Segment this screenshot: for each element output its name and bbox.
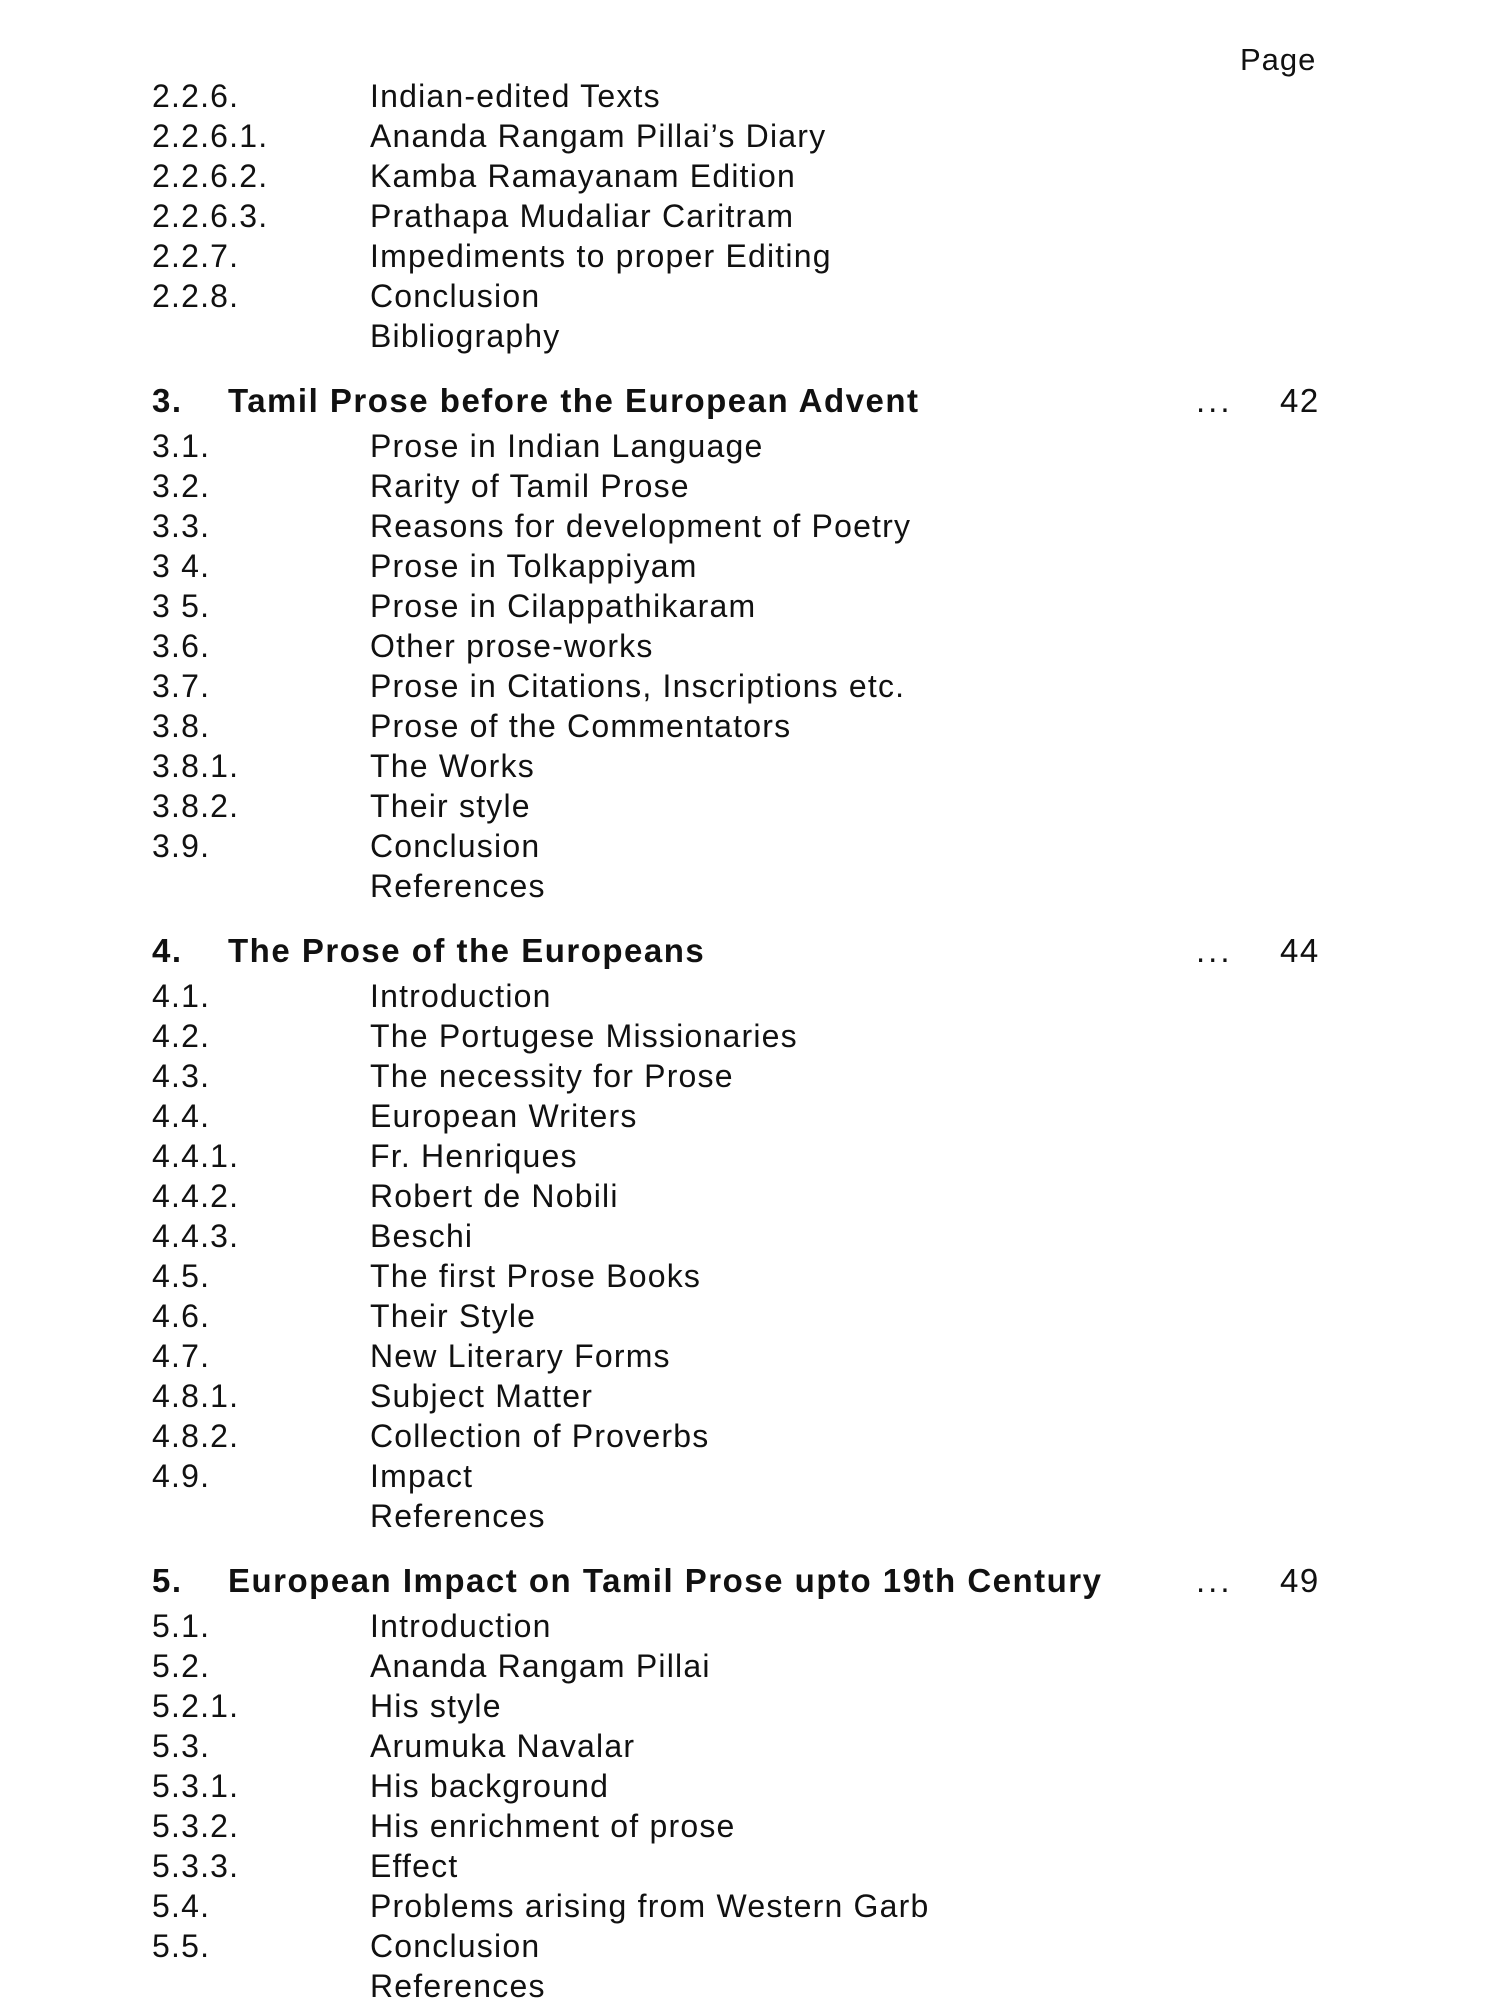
entry-title: The necessity for Prose xyxy=(370,1058,734,1094)
entry-number: 3.8. xyxy=(152,708,211,744)
entry-number: 3 4. xyxy=(152,548,211,584)
toc-entry xyxy=(0,828,1500,868)
entry-number: 2.2.6.2. xyxy=(152,158,269,194)
entry-number: 4.2. xyxy=(152,1018,211,1054)
toc-entry xyxy=(0,588,1500,628)
entry-number: 3.1. xyxy=(152,428,211,464)
leader-dots: ... xyxy=(1196,932,1233,969)
entry-number: 2.2.6. xyxy=(152,78,240,114)
entry-title: References xyxy=(370,1498,546,1534)
toc-entry xyxy=(0,278,1500,318)
entry-number: 4.4. xyxy=(152,1098,211,1134)
chapter-number: 5. xyxy=(152,1562,183,1599)
toc-entry xyxy=(0,1418,1500,1458)
entry-title: Effect xyxy=(370,1848,459,1884)
toc-entry xyxy=(0,708,1500,748)
entry-number: 5.3.1. xyxy=(152,1768,240,1804)
toc-entry xyxy=(0,158,1500,198)
entry-title: Other prose-works xyxy=(370,628,654,664)
entry-title: Prathapa Mudaliar Caritram xyxy=(370,198,795,234)
entry-title: Ananda Rangam Pillai’s Diary xyxy=(370,118,827,154)
toc-entry xyxy=(0,868,1500,908)
entry-title: Indian-edited Texts xyxy=(370,78,661,114)
toc-entry xyxy=(0,1968,1500,2008)
entry-title: Prose of the Commentators xyxy=(370,708,792,744)
entry-title: Their Style xyxy=(370,1298,537,1334)
entry-title: His background xyxy=(370,1768,610,1804)
entry-title: References xyxy=(370,1968,546,2004)
entry-number: 5.4. xyxy=(152,1888,211,1924)
entry-title: European Writers xyxy=(370,1098,638,1134)
entry-title: New Literary Forms xyxy=(370,1338,671,1374)
entry-title: His enrichment of prose xyxy=(370,1808,736,1844)
entry-number: 4.1. xyxy=(152,978,211,1014)
toc-entry xyxy=(0,788,1500,828)
chapter-heading xyxy=(0,382,1500,428)
entry-title: The Works xyxy=(370,748,535,784)
entry-number: 3.7. xyxy=(152,668,211,704)
table-of-contents xyxy=(0,78,1500,2008)
toc-entry xyxy=(0,1018,1500,1058)
entry-number: 4.3. xyxy=(152,1058,211,1094)
chapter-page-number: 49 xyxy=(1280,1562,1320,1599)
entry-number: 3.6. xyxy=(152,628,211,664)
entry-title: Rarity of Tamil Prose xyxy=(370,468,690,504)
toc-entry xyxy=(0,1338,1500,1378)
toc-entry xyxy=(0,508,1500,548)
toc-entry xyxy=(0,1098,1500,1138)
toc-entry xyxy=(0,628,1500,668)
entry-number: 5.3.2. xyxy=(152,1808,240,1844)
entry-title: The Portugese Missionaries xyxy=(370,1018,798,1054)
toc-entry xyxy=(0,78,1500,118)
entry-number: 5.2. xyxy=(152,1648,211,1684)
entry-number: 3 5. xyxy=(152,588,211,624)
entry-number: 2.2.6.1. xyxy=(152,118,269,154)
toc-entry xyxy=(0,1298,1500,1338)
entry-number: 5.1. xyxy=(152,1608,211,1644)
entry-title: Subject Matter xyxy=(370,1378,594,1414)
entry-number: 4.5. xyxy=(152,1258,211,1294)
toc-entry xyxy=(0,748,1500,788)
chapter-heading xyxy=(0,1562,1500,1608)
entry-number: 2.2.8. xyxy=(152,278,240,314)
toc-entry xyxy=(0,1608,1500,1648)
entry-title: Prose in Cilappathikaram xyxy=(370,588,757,624)
chapter-page-number: 42 xyxy=(1280,382,1320,419)
toc-entry xyxy=(0,118,1500,158)
entry-title: Problems arising from Western Garb xyxy=(370,1888,930,1924)
toc-entry xyxy=(0,668,1500,708)
entry-title: Bibliography xyxy=(370,318,561,354)
toc-entry xyxy=(0,1688,1500,1728)
entry-title: Introduction xyxy=(370,1608,552,1644)
leader-dots: ... xyxy=(1196,382,1233,419)
entry-number: 3.9. xyxy=(152,828,211,864)
toc-entry xyxy=(0,198,1500,238)
entry-title: The first Prose Books xyxy=(370,1258,702,1294)
leader-dots: ... xyxy=(1196,1562,1233,1599)
entry-number: 2.2.7. xyxy=(152,238,240,274)
toc-entry xyxy=(0,1138,1500,1178)
toc-entry xyxy=(0,1218,1500,1258)
toc-entry xyxy=(0,1058,1500,1098)
toc-entry xyxy=(0,1378,1500,1418)
toc-entry xyxy=(0,1848,1500,1888)
entry-number: 5.2.1. xyxy=(152,1688,240,1724)
entry-number: 4.8.1. xyxy=(152,1378,240,1414)
entry-title: Collection of Proverbs xyxy=(370,1418,710,1454)
entry-title: Kamba Ramayanam Edition xyxy=(370,158,797,194)
entry-number: 3.8.1. xyxy=(152,748,240,784)
entry-title: Introduction xyxy=(370,978,552,1014)
chapter-title: European Impact on Tamil Prose upto 19th Century xyxy=(228,1562,1103,1599)
entry-title: Their style xyxy=(370,788,531,824)
entry-number: 3.8.2. xyxy=(152,788,240,824)
entry-number: 4.9. xyxy=(152,1458,211,1494)
entry-title: Reasons for development of Poetry xyxy=(370,508,912,544)
entry-title: Prose in Indian Language xyxy=(370,428,764,464)
toc-entry xyxy=(0,1178,1500,1218)
entry-title: Impact xyxy=(370,1458,474,1494)
entry-title: Robert de Nobili xyxy=(370,1178,619,1214)
toc-entry xyxy=(0,468,1500,508)
chapter-title: The Prose of the Europeans xyxy=(228,932,706,969)
chapter-page-number: 44 xyxy=(1280,932,1320,969)
entry-title: Beschi xyxy=(370,1218,474,1254)
entry-number: 3.2. xyxy=(152,468,211,504)
entry-title: Ananda Rangam Pillai xyxy=(370,1648,711,1684)
toc-entry xyxy=(0,1728,1500,1768)
chapter-title: Tamil Prose before the European Advent xyxy=(228,382,920,419)
entry-title: Prose in Citations, Inscriptions etc. xyxy=(370,668,906,704)
entry-title: Fr. Henriques xyxy=(370,1138,578,1174)
entry-title: References xyxy=(370,868,546,904)
entry-number: 4.8.2. xyxy=(152,1418,240,1454)
toc-entry xyxy=(0,978,1500,1018)
toc-entry xyxy=(0,1498,1500,1538)
page-column-label: Page xyxy=(1240,42,1317,77)
toc-entry xyxy=(0,548,1500,588)
entry-number: 5.3. xyxy=(152,1728,211,1764)
entry-number: 4.4.2. xyxy=(152,1178,240,1214)
chapter-number: 4. xyxy=(152,932,183,969)
toc-entry xyxy=(0,1258,1500,1298)
toc-entry xyxy=(0,1648,1500,1688)
toc-entry xyxy=(0,428,1500,468)
toc-entry xyxy=(0,1928,1500,1968)
toc-entry xyxy=(0,1888,1500,1928)
entry-number: 4.6. xyxy=(152,1298,211,1334)
toc-entry xyxy=(0,1768,1500,1808)
entry-number: 5.5. xyxy=(152,1928,211,1964)
entry-title: Conclusion xyxy=(370,278,541,314)
entry-number: 5.3.3. xyxy=(152,1848,240,1884)
entry-title: Conclusion xyxy=(370,1928,541,1964)
chapter-number: 3. xyxy=(152,382,183,419)
entry-title: Arumuka Navalar xyxy=(370,1728,636,1764)
entry-title: Conclusion xyxy=(370,828,541,864)
entry-number: 4.4.3. xyxy=(152,1218,240,1254)
entry-number: 2.2.6.3. xyxy=(152,198,269,234)
entry-number: 4.4.1. xyxy=(152,1138,240,1174)
toc-entry xyxy=(0,1458,1500,1498)
entry-title: His style xyxy=(370,1688,502,1724)
entry-title: Prose in Tolkappiyam xyxy=(370,548,698,584)
toc-entry xyxy=(0,318,1500,358)
entry-title: Impediments to proper Editing xyxy=(370,238,832,274)
chapter-heading xyxy=(0,932,1500,978)
entry-number: 3.3. xyxy=(152,508,211,544)
toc-entry xyxy=(0,1808,1500,1848)
entry-number: 4.7. xyxy=(152,1338,211,1374)
toc-entry xyxy=(0,238,1500,278)
